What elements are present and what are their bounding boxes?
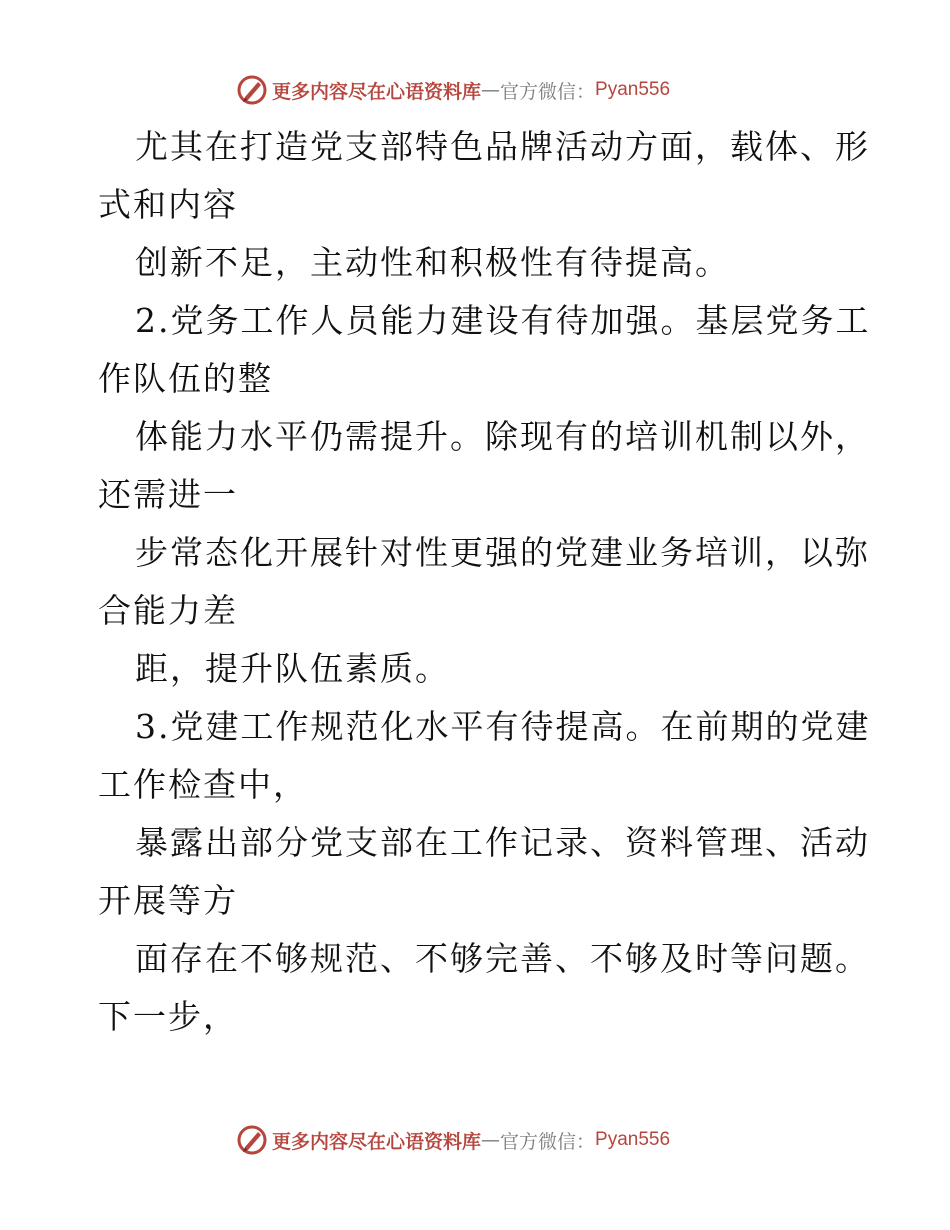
header-wechat-label: 官方微信： <box>500 80 596 103</box>
header-brand-text: 更多内容尽在心语资料库 <box>272 80 482 103</box>
body-line: 下一步， <box>98 997 238 1036</box>
body-line: 面存在不够规范、不够完善、不够及时等问题。 <box>135 939 870 978</box>
body-line: 式和内容 <box>98 185 238 224</box>
body-line: 2.党务工作人员能力建设有待加强。基层党务工 <box>135 301 871 340</box>
body-line: 创新不足，主动性和积极性有待提高。 <box>135 243 730 282</box>
header-watermark <box>236 72 716 108</box>
body-line: 合能力差 <box>98 591 238 630</box>
body-line: 作队伍的整 <box>98 359 273 398</box>
body-line: 尤其在打造党支部特色品牌活动方面，载体、形 <box>135 127 870 166</box>
body-line: 3.党建工作规范化水平有待提高。在前期的党建 <box>135 707 871 746</box>
body-line: 开展等方 <box>98 881 238 920</box>
footer-separator: — <box>481 1129 501 1151</box>
body-line: 体能力水平仍需提升。除现有的培训机制以外， <box>135 417 870 456</box>
pen-logo-icon <box>236 74 268 106</box>
pen-logo-icon <box>236 1124 268 1156</box>
body-line: 暴露出部分党支部在工作记录、资料管理、活动 <box>135 823 870 862</box>
body-line: 距，提升队伍素质。 <box>135 649 450 688</box>
header-wechat-id: Pyan556 <box>595 79 671 100</box>
document-body <box>98 118 871 1046</box>
header-separator: — <box>481 79 501 101</box>
footer-watermark <box>236 1122 716 1158</box>
body-line: 还需进一 <box>98 475 238 514</box>
footer-brand-text: 更多内容尽在心语资料库 <box>272 1130 482 1153</box>
footer-wechat-label: 官方微信： <box>500 1130 596 1153</box>
body-line: 步常态化开展针对性更强的党建业务培训，以弥 <box>135 533 870 572</box>
body-line: 工作检查中， <box>98 765 308 804</box>
footer-wechat-id: Pyan556 <box>595 1129 671 1150</box>
